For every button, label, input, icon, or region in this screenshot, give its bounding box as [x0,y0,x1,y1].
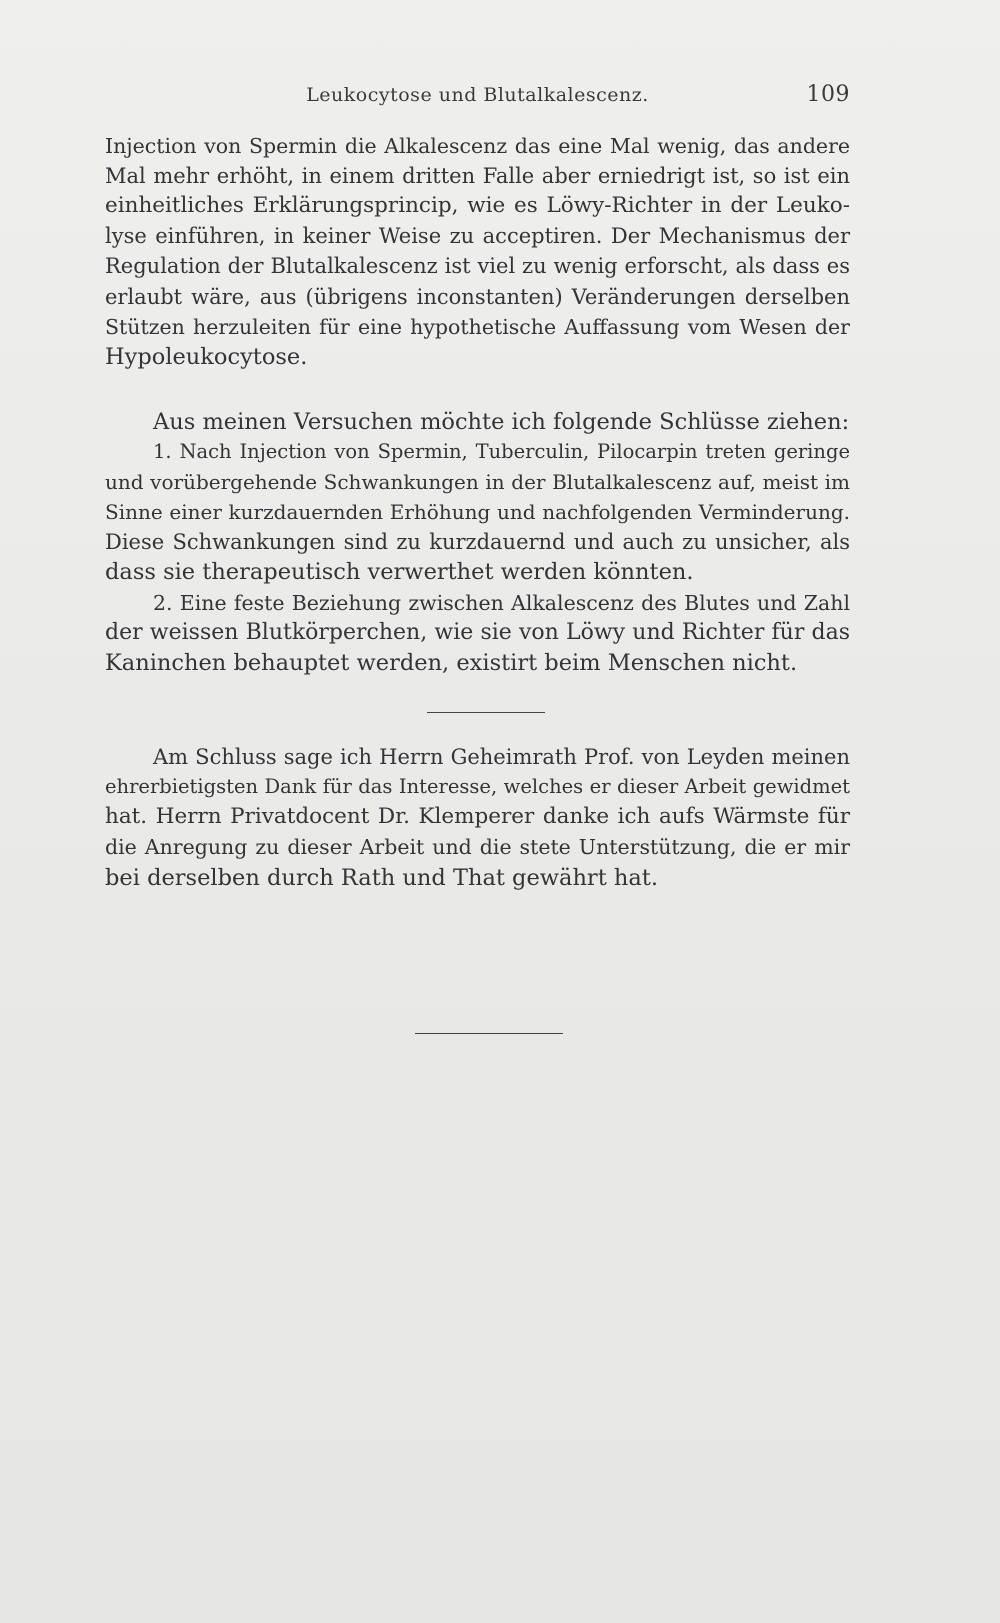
page-number: 109 [806,82,850,107]
text-line: der weissen Blutkörperchen, wie sie von Löwy und Richter für das [105,620,850,645]
text-line: und vorübergehende Schwankungen in der Blutalkalescenz auf, meist im [105,470,850,494]
text-line: 1. Nach Injection von Spermin, Tuberculin, Pilocarpin treten geringe [153,440,850,463]
text-line: einheitliches Erklärungsprincip, wie es Löwy-Richter in der Leuko- [105,193,850,218]
end-divider [415,1033,563,1034]
text-line: Hypoleukocytose. [105,344,308,370]
page-header [105,82,850,112]
text-line: Stützen herzuleiten für eine hypothetische Auffassung vom Wesen der [105,315,850,339]
text-line: die Anregung zu dieser Arbeit und die stete Unterstützung, die er mir [105,835,850,859]
text-line: Mal mehr erhöht, in einem dritten Falle aber erniedrigt ist, so ist ein [105,164,850,188]
text-line: Injection von Spermin die Alkalescenz das eine Mal wenig, das andere [105,134,850,158]
text-line: hat. Herrn Privatdocent Dr. Klemperer danke ich aufs Wärmste für [105,804,850,829]
text-line: lyse einführen, in keiner Weise zu acceptiren. Der Mechanismus der [105,224,850,248]
text-line: Kaninchen behauptet werden, existirt beim Menschen nicht. [105,650,798,676]
conclusions-intro: Aus meinen Versuchen möchte ich folgende Schlüsse ziehen: [153,409,850,435]
text-line: Am Schluss sage ich Herrn Geheimrath Prof. von Leyden meinen [153,745,850,769]
text-line: 2. Eine feste Beziehung zwischen Alkalescenz des Blutes und Zahl [153,591,850,615]
text-line: Regulation der Blutalkalescenz ist viel zu wenig erforscht, als dass es [105,254,850,278]
text-line: Sinne einer kurzdauernden Erhöhung und nachfolgenden Verminderung. [105,500,850,524]
text-line: dass sie therapeutisch verwerthet werden könnten. [105,559,694,585]
section-divider [427,712,545,713]
text-line: erlaubt wäre, aus (übrigens inconstanten) Veränderungen derselben [105,285,850,309]
running-title: Leukocytose und Blutalkalescenz. [306,84,649,106]
text-line: bei derselben durch Rath und That gewährt hat. [105,865,658,891]
text-line: ehrerbietigsten Dank für das Interesse, welches er dieser Arbeit gewidmet [105,775,850,798]
text-line: Diese Schwankungen sind zu kurzdauernd und auch zu unsicher, als [105,530,850,554]
